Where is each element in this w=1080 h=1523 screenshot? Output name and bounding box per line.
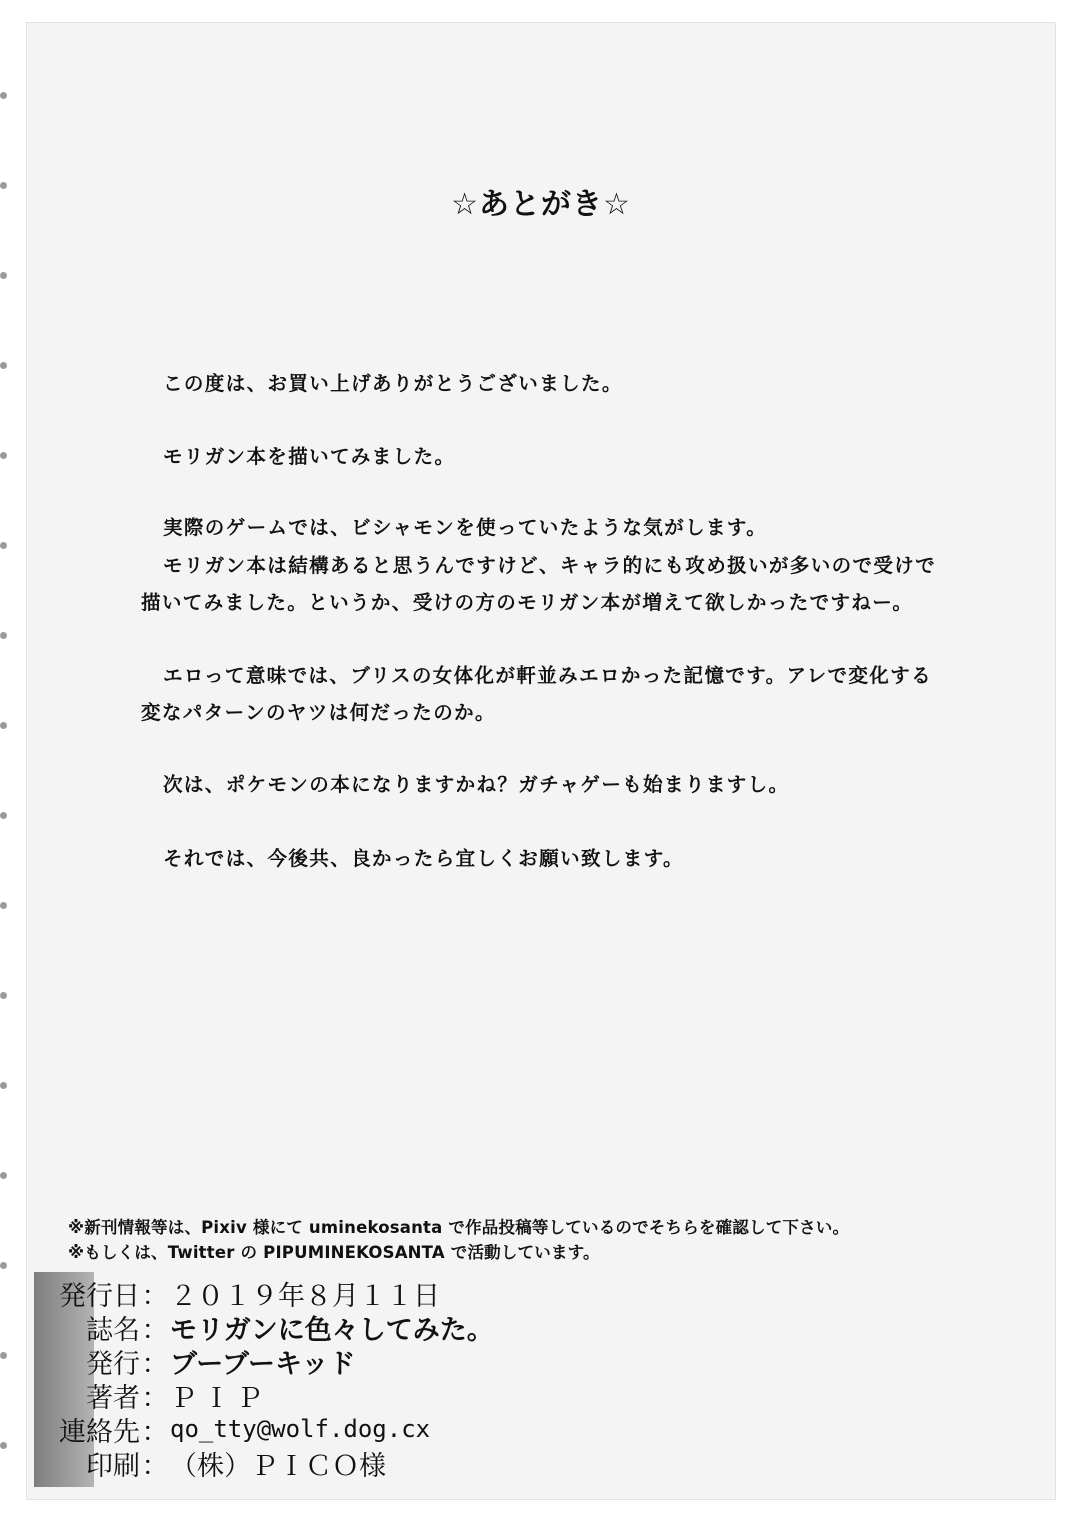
- date-separator: ：: [141, 1280, 169, 1312]
- date-label: 発行日: [59, 1280, 140, 1312]
- author-value: ＰＩＰ: [170, 1382, 269, 1414]
- publisher-value: ブーブーキッド: [170, 1348, 356, 1380]
- note-line-1: ※新刊情報等は、Pixiv 様にて uminekosanta で作品投稿等しているのでそちらを確認して下さい。: [68, 1218, 850, 1237]
- colophon: [44, 1276, 494, 1480]
- colophon-row-title: [44, 1310, 494, 1344]
- binder-hole: [0, 1352, 7, 1359]
- body-paragraph-1: この度は、お買い上げありがとうございました。: [163, 372, 623, 395]
- printer-value: （株）ＰＩＣＯ様: [170, 1450, 386, 1482]
- colophon-row-printer: [44, 1446, 494, 1480]
- contact-value: qo_tty@wolf.dog.cx: [170, 1415, 431, 1443]
- binder-hole: [0, 902, 7, 909]
- body-paragraph-4-line-1: エロって意味では、ブリスの女体化が軒並みエロかった記憶です。アレで変化する: [163, 664, 933, 687]
- binder-hole: [0, 722, 7, 729]
- binder-hole: [0, 1172, 7, 1179]
- binder-hole: [0, 632, 7, 639]
- binder-hole: [0, 272, 7, 279]
- author-label: 著者: [86, 1382, 140, 1414]
- colophon-row-publisher: [44, 1344, 494, 1378]
- binder-hole: [0, 182, 7, 189]
- body-paragraph-3-line-2: モリガン本は結構あると思うんですけど、キャラ的にも攻め扱いが多いので受けで: [163, 554, 937, 577]
- note-line-2: ※もしくは、Twitter の PIPUMINEKOSANTA で活動しています。: [68, 1243, 600, 1262]
- binder-hole: [0, 1262, 7, 1269]
- title-label: 誌名: [86, 1314, 140, 1346]
- title-value: モリガンに色々してみた。: [170, 1314, 494, 1346]
- binder-hole: [0, 1442, 7, 1449]
- contact-separator: ：: [141, 1416, 169, 1448]
- title-separator: ：: [141, 1314, 169, 1346]
- binder-hole: [0, 812, 7, 819]
- colophon-row-date: [44, 1276, 494, 1310]
- body-paragraph-2: モリガン本を描いてみました。: [163, 445, 456, 468]
- binder-hole: [0, 542, 7, 549]
- body-paragraph-4-line-2: 変なパターンのヤツは何だったのか。: [141, 701, 496, 724]
- author-separator: ：: [141, 1382, 169, 1414]
- contact-label: 連絡先: [59, 1416, 140, 1448]
- printer-separator: ：: [141, 1450, 169, 1482]
- body-paragraph-5: 次は、ポケモンの本になりますかね？ガチャゲーも始まりますし。: [163, 773, 790, 796]
- publisher-label: 発行: [86, 1348, 140, 1380]
- date-value: ２０１９年８月１１日: [170, 1280, 440, 1312]
- body-paragraph-3-line-3: 描いてみました。というか、受けの方のモリガン本が増えて欲しかったですねー。: [141, 591, 914, 614]
- body-paragraph-6: それでは、今後共、良かったら宜しくお願い致します。: [163, 847, 684, 870]
- binder-hole: [0, 992, 7, 999]
- binder-hole: [0, 362, 7, 369]
- binder-hole: [0, 1082, 7, 1089]
- publisher-separator: ：: [141, 1348, 169, 1380]
- body-paragraph-3-line-1: 実際のゲームでは、ビシャモンを使っていたような気がします。: [163, 516, 768, 539]
- binder-hole: [0, 452, 7, 459]
- colophon-row-contact: [44, 1412, 494, 1446]
- binder-hole: [0, 92, 7, 99]
- page-title: ☆あとがき☆: [451, 187, 631, 222]
- colophon-row-author: [44, 1378, 494, 1412]
- printer-label: 印刷: [86, 1450, 140, 1482]
